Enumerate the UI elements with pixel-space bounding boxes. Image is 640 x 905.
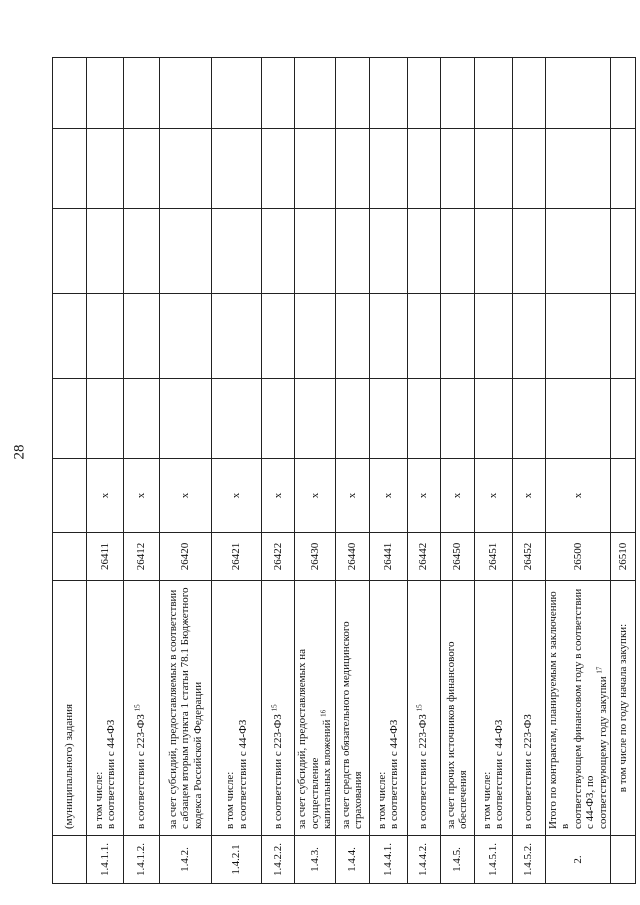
row-code: 26450 bbox=[440, 533, 474, 581]
empty-cell bbox=[545, 294, 611, 379]
row-code: 26430 bbox=[295, 533, 336, 581]
empty-cell bbox=[295, 129, 336, 209]
empty-cell bbox=[53, 209, 87, 294]
row-name bbox=[474, 581, 512, 836]
row-name bbox=[512, 581, 545, 836]
empty-cell bbox=[335, 209, 369, 294]
empty-cell bbox=[295, 209, 336, 294]
row-number: 1.4.3. bbox=[295, 836, 336, 884]
row-name-line bbox=[93, 587, 106, 829]
row-mark: x bbox=[369, 459, 407, 533]
empty-cell bbox=[335, 58, 369, 129]
row-name-text: соответствующему году закупки bbox=[596, 676, 609, 829]
empty-cell bbox=[124, 129, 160, 209]
footnote-ref: 17 bbox=[594, 666, 603, 674]
row-name-line bbox=[572, 587, 597, 829]
row-code: 26421 bbox=[212, 533, 262, 581]
footnote-ref: 16 bbox=[319, 709, 328, 717]
row-number: 1.4.4.1. bbox=[369, 836, 407, 884]
row-number: 1.4.4. bbox=[335, 836, 369, 884]
table-row bbox=[53, 58, 87, 884]
row-number: 1.4.5.1. bbox=[474, 836, 512, 884]
row-number: 1.4.2.2. bbox=[262, 836, 295, 884]
empty-cell bbox=[512, 209, 545, 294]
row-mark: x bbox=[87, 459, 124, 533]
empty-cell bbox=[212, 209, 262, 294]
table-row bbox=[369, 58, 407, 884]
footnote-ref: 15 bbox=[133, 704, 142, 712]
empty-cell bbox=[474, 129, 512, 209]
table-row bbox=[474, 58, 512, 884]
row-name-text: в том числе: bbox=[224, 771, 236, 829]
row-mark: x bbox=[407, 459, 440, 533]
row-name-text: Итого по контрактам, планируемым к заключению в bbox=[546, 591, 571, 829]
row-code: 26442 bbox=[407, 533, 440, 581]
empty-cell bbox=[369, 129, 407, 209]
row-name bbox=[212, 581, 262, 836]
table-row bbox=[440, 58, 474, 884]
row-name-line bbox=[167, 587, 180, 829]
row-name bbox=[335, 581, 369, 836]
row-name-line bbox=[63, 587, 76, 829]
empty-cell bbox=[407, 209, 440, 294]
row-name-line bbox=[594, 587, 610, 829]
empty-cell bbox=[212, 294, 262, 379]
row-name-text: в том числе: bbox=[375, 771, 388, 829]
empty-cell bbox=[295, 58, 336, 129]
empty-cell bbox=[474, 379, 512, 459]
empty-cell bbox=[512, 294, 545, 379]
table-body bbox=[53, 58, 636, 884]
empty-cell bbox=[335, 379, 369, 459]
row-name bbox=[440, 581, 474, 836]
empty-cell bbox=[262, 294, 295, 379]
empty-cell bbox=[212, 129, 262, 209]
empty-cell bbox=[87, 209, 124, 294]
row-name-line bbox=[321, 587, 334, 829]
empty-cell bbox=[407, 294, 440, 379]
empty-cell bbox=[512, 129, 545, 209]
empty-cell bbox=[87, 129, 124, 209]
table-row bbox=[407, 58, 440, 884]
empty-cell bbox=[440, 58, 474, 129]
row-code: 26440 bbox=[335, 533, 369, 581]
row-name-text: в соответствии с 44-ФЗ bbox=[388, 719, 400, 829]
row-mark: x bbox=[262, 459, 295, 533]
row-mark bbox=[611, 459, 636, 533]
row-name-text: соответствующем финансовом году в соответствии с 44-ФЗ, по bbox=[571, 588, 596, 829]
empty-cell bbox=[407, 379, 440, 459]
row-code: 26422 bbox=[262, 533, 295, 581]
empty-cell bbox=[124, 294, 160, 379]
empty-cell bbox=[440, 294, 474, 379]
empty-cell bbox=[545, 129, 611, 209]
empty-cell bbox=[160, 379, 212, 459]
empty-cell bbox=[474, 294, 512, 379]
empty-cell bbox=[87, 379, 124, 459]
row-number: 1.4.1.1. bbox=[87, 836, 124, 884]
empty-cell bbox=[369, 209, 407, 294]
row-number bbox=[53, 836, 87, 884]
row-number bbox=[611, 836, 636, 884]
row-code: 26452 bbox=[512, 533, 545, 581]
row-name-text: в соответствии с 44-ФЗ bbox=[105, 719, 117, 829]
empty-cell bbox=[440, 209, 474, 294]
empty-cell bbox=[87, 294, 124, 379]
table-row bbox=[124, 58, 160, 884]
row-name bbox=[295, 581, 336, 836]
row-code: 26420 bbox=[160, 533, 212, 581]
empty-cell bbox=[545, 379, 611, 459]
row-name bbox=[369, 581, 407, 836]
row-name-text: за счет прочих источников финансового обеспечения bbox=[444, 641, 469, 829]
row-mark: x bbox=[440, 459, 474, 533]
table-row bbox=[87, 58, 124, 884]
row-name-text: за счет средств обязательного медицинского страхования bbox=[339, 621, 364, 829]
row-name-line bbox=[617, 587, 630, 829]
row-mark: x bbox=[212, 459, 262, 533]
empty-cell bbox=[160, 209, 212, 294]
row-code: 26451 bbox=[474, 533, 512, 581]
row-name bbox=[262, 581, 295, 836]
row-name-text: кодекса Российской Федерации bbox=[191, 681, 204, 829]
row-name-text: в соответствии с 223-ФЗ bbox=[522, 714, 535, 829]
empty-cell bbox=[87, 58, 124, 129]
empty-cell bbox=[160, 129, 212, 209]
empty-cell bbox=[53, 294, 87, 379]
row-name-text: с абзацем вторым пункта 1 статьи 78.1 Бюджетного bbox=[179, 587, 192, 829]
empty-cell bbox=[262, 209, 295, 294]
table-row bbox=[611, 58, 636, 884]
empty-cell bbox=[124, 58, 160, 129]
empty-cell bbox=[335, 294, 369, 379]
row-mark: x bbox=[295, 459, 336, 533]
row-name-line bbox=[192, 587, 205, 829]
row-code: 26411 bbox=[87, 533, 124, 581]
footnote-ref: 15 bbox=[415, 704, 424, 712]
row-number: 1.4.2.1 bbox=[212, 836, 262, 884]
row-number: 1.4.1.2. bbox=[124, 836, 160, 884]
row-mark: x bbox=[545, 459, 611, 533]
table-row bbox=[160, 58, 212, 884]
page-number-text: 28 bbox=[11, 444, 28, 460]
empty-cell bbox=[295, 379, 336, 459]
empty-cell bbox=[440, 129, 474, 209]
empty-cell bbox=[611, 294, 636, 379]
row-name-text: в том числе: bbox=[480, 771, 493, 829]
row-code bbox=[53, 533, 87, 581]
row-code: 26412 bbox=[124, 533, 160, 581]
empty-cell bbox=[474, 58, 512, 129]
row-name-text: за счет субсидий, предоставляемых на осуществление bbox=[296, 649, 321, 829]
table-row bbox=[262, 58, 295, 884]
row-name-line bbox=[296, 587, 321, 829]
row-number: 1.4.2. bbox=[160, 836, 212, 884]
empty-cell bbox=[440, 379, 474, 459]
row-code: 26441 bbox=[369, 533, 407, 581]
row-number: 1.4.5. bbox=[440, 836, 474, 884]
empty-cell bbox=[262, 379, 295, 459]
row-mark: x bbox=[335, 459, 369, 533]
row-name-text: в соответствии с 223-ФЗ bbox=[271, 714, 284, 829]
row-number: 2. bbox=[545, 836, 611, 884]
row-name-line bbox=[547, 587, 572, 829]
empty-cell bbox=[512, 379, 545, 459]
row-name-text: в том числе: bbox=[92, 771, 105, 829]
row-name bbox=[407, 581, 440, 836]
empty-cell bbox=[545, 58, 611, 129]
row-mark: x bbox=[124, 459, 160, 533]
row-name bbox=[545, 581, 611, 836]
empty-cell bbox=[53, 379, 87, 459]
empty-cell bbox=[212, 58, 262, 129]
table-row bbox=[512, 58, 545, 884]
row-number: 1.4.4.2. bbox=[407, 836, 440, 884]
row-mark: x bbox=[474, 459, 512, 533]
empty-cell bbox=[611, 379, 636, 459]
row-name-line bbox=[237, 587, 250, 829]
empty-cell bbox=[545, 209, 611, 294]
row-name-text: (муниципального) задания bbox=[63, 703, 76, 829]
row-name-line bbox=[376, 587, 389, 829]
row-name bbox=[611, 581, 636, 836]
empty-cell bbox=[124, 379, 160, 459]
row-mark: x bbox=[512, 459, 545, 533]
row-name-text: в соответствии с 44-ФЗ bbox=[236, 719, 249, 829]
row-name-line bbox=[224, 587, 237, 829]
table-row bbox=[212, 58, 262, 884]
row-name bbox=[53, 581, 87, 836]
empty-cell bbox=[53, 58, 87, 129]
row-name-text: в соответствии с 44-ФЗ bbox=[493, 719, 505, 829]
empty-cell bbox=[611, 58, 636, 129]
empty-cell bbox=[474, 209, 512, 294]
empty-cell bbox=[369, 379, 407, 459]
row-name-line bbox=[135, 587, 148, 829]
row-name-line bbox=[272, 587, 285, 829]
empty-cell bbox=[407, 58, 440, 129]
empty-cell bbox=[295, 294, 336, 379]
empty-cell bbox=[212, 379, 262, 459]
row-mark: x bbox=[160, 459, 212, 533]
footnote-ref: 15 bbox=[270, 704, 279, 712]
empty-cell bbox=[369, 294, 407, 379]
row-name-line bbox=[481, 587, 494, 829]
row-name bbox=[87, 581, 124, 836]
row-name-line bbox=[445, 587, 470, 829]
empty-cell bbox=[160, 294, 212, 379]
row-name-text: в том числе по году начала закупки: bbox=[616, 623, 629, 793]
row-code: 26500 bbox=[545, 533, 611, 581]
table-row bbox=[335, 58, 369, 884]
row-name-line bbox=[388, 587, 401, 829]
empty-cell bbox=[611, 129, 636, 209]
table-row bbox=[295, 58, 336, 884]
empty-cell bbox=[335, 129, 369, 209]
row-name-line bbox=[105, 587, 118, 829]
row-name-text: в соответствии с 223-ФЗ bbox=[417, 714, 430, 829]
row-mark bbox=[53, 459, 87, 533]
empty-cell bbox=[160, 58, 212, 129]
empty-cell bbox=[124, 209, 160, 294]
row-name-line bbox=[340, 587, 365, 829]
row-name-line bbox=[179, 587, 192, 829]
empty-cell bbox=[53, 129, 87, 209]
row-number: 1.4.5.2. bbox=[512, 836, 545, 884]
empty-cell bbox=[262, 129, 295, 209]
row-name bbox=[160, 581, 212, 836]
row-name bbox=[124, 581, 160, 836]
empty-cell bbox=[407, 129, 440, 209]
empty-cell bbox=[369, 58, 407, 129]
data-table bbox=[52, 57, 636, 884]
row-code: 26510 bbox=[611, 533, 636, 581]
row-name-line bbox=[493, 587, 506, 829]
table-row bbox=[545, 58, 611, 884]
row-name-text: капитальных вложений bbox=[321, 719, 333, 829]
table-container bbox=[52, 58, 629, 884]
empty-cell bbox=[262, 58, 295, 129]
row-name-text: в соответствии с 223-ФЗ bbox=[135, 714, 148, 829]
row-name-line bbox=[417, 587, 430, 829]
row-name-text: за счет субсидий, предоставляемых в соответствии bbox=[166, 589, 179, 829]
row-name-line bbox=[522, 587, 535, 829]
empty-cell bbox=[512, 58, 545, 129]
empty-cell bbox=[611, 209, 636, 294]
